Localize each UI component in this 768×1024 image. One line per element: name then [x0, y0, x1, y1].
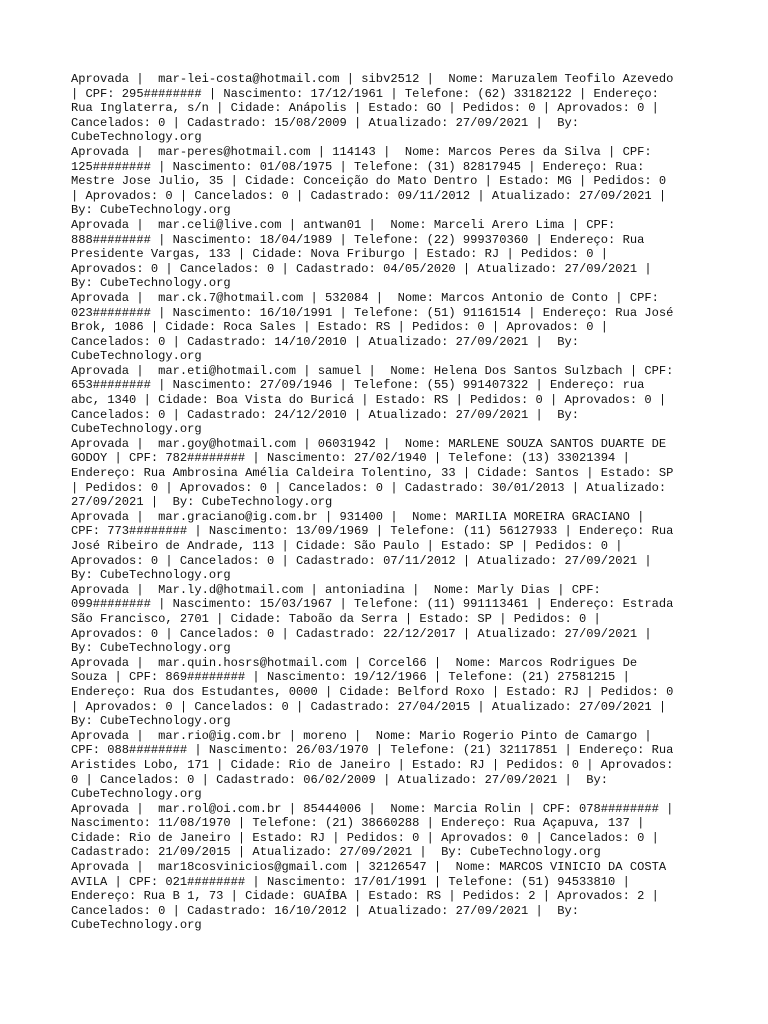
record-entry: Aprovada | mar.rol@oi.com.br | 85444006 | Nome: Marcia Rolin | CPF: 078######## | Nascimento: 11/08/1970 | Telefone: (21) 38660288 | Endereço: Rua Açapuva, 137 | Cidade: Rio de Janeiro | Estado: RJ | Pedidos: 0 | Aprovados: 0 | Cancelados: 0 | Cadastrado: 21/09/2015 | Atualizado: 27/09/2021 | By: CubeTechnology.org — [71, 801, 674, 860]
record-entry: Aprovada | mar.goy@hotmail.com | 06031942 | Nome: MARLENE SOUZA SANTOS DUARTE DE GODOY | CPF: 782######## | Nascimento: 27/02/1940 | Telefone: (13) 33021394 | Endereço: Rua Ambrosina Amélia Caldeira Tolentino, 33 | Cidade: Santos | Estado: SP | Pedidos: 0 | Aprovados: 0 | Cancelados: 0 | Cadastrado: 30/01/2013 | Atualizado: 27/09/2021 | By: CubeTechnology.org — [71, 436, 674, 510]
record-entry: Aprovada | mar.ck.7@hotmail.com | 532084 | Nome: Marcos Antonio de Conto | CPF: 023######## | Nascimento: 16/10/1991 | Telefone: (51) 91161514 | Endereço: Rua José Brok, 1086 | Cidade: Roca Sales | Estado: RS | Pedidos: 0 | Aprovados: 0 | Cancelados: 0 | Cadastrado: 14/10/2010 | Atualizado: 27/09/2021 | By: CubeTechnology.org — [71, 290, 674, 364]
record-entry: Aprovada | mar.celi@live.com | antwan01 | Nome: Marceli Arero Lima | CPF: 888######## | Nascimento: 18/04/1989 | Telefone: (22) 999370360 | Endereço: Rua Presidente Vargas, 133 | Cidade: Nova Friburgo | Estado: RJ | Pedidos: 0 | Aprovados: 0 | Cancelados: 0 | Cadastrado: 04/05/2020 | Atualizado: 27/09/2021 | By: CubeTechnology.org — [71, 217, 652, 291]
record-entry: Aprovada | mar-lei-costa@hotmail.com | sibv2512 | Nome: Maruzalem Teofilo Azevedo | CPF: 295######## | Nascimento: 17/12/1961 | Telefone: (62) 33182122 | Endereço: Rua Inglaterra, s/n | Cidade: Anápolis | Estado: GO | Pedidos: 0 | Aprovados: 0 | Cancelados: 0 | Cadastrado: 15/08/2009 | Atualizado: 27/09/2021 | By: CubeTechnology.org — [71, 72, 674, 145]
record-entry: Aprovada | mar18cosvinicios@gmail.com | 32126547 | Nome: MARCOS VINICIO DA COSTA AVILA | CPF: 021######## | Nascimento: 17/01/1991 | Telefone: (51) 94533810 | Endereço: Rua B 1, 73 | Cidade: GUAÍBA | Estado: RS | Pedidos: 2 | Aprovados: 2 | Cancelados: 0 | Cadastrado: 16/10/2012 | Atualizado: 27/09/2021 | By: CubeTechnology.org — [71, 860, 667, 933]
record-entry: Aprovada | Mar.ly.d@hotmail.com | antoniadina | Nome: Marly Dias | CPF: 099######## | Nascimento: 15/03/1967 | Telefone: (11) 991113461 | Endereço: Estrada São Francisco, 2701 | Cidade: Taboão da Serra | Estado: SP | Pedidos: 0 | Aprovados: 0 | Cancelados: 0 | Cadastrado: 22/12/2017 | Atualizado: 27/09/2021 | By: CubeTechnology.org — [71, 582, 674, 656]
record-entry: Aprovada | mar.eti@hotmail.com | samuel | Nome: Helena Dos Santos Sulzbach | CPF: 653######## | Nascimento: 27/09/1946 | Telefone: (55) 991407322 | Endereço: rua abc, 1340 | Cidade: Boa Vista do Buricá | Estado: RS | Pedidos: 0 | Aprovados: 0 | Cancelados: 0 | Cadastrado: 24/12/2010 | Atualizado: 27/09/2021 | By: CubeTechnology.org — [71, 363, 674, 437]
record-entry: Aprovada | mar.graciano@ig.com.br | 931400 | Nome: MARILIA MOREIRA GRACIANO | CPF: 773######## | Nascimento: 13/09/1969 | Telefone: (11) 56127933 | Endereço: Rua José Ribeiro de Andrade, 113 | Cidade: São Paulo | Estado: SP | Pedidos: 0 | Aprovados: 0 | Cancelados: 0 | Cadastrado: 07/11/2012 | Atualizado: 27/09/2021 | By: CubeTechnology.org — [71, 509, 674, 583]
record-entry: Aprovada | mar.quin.hosrs@hotmail.com | Corcel66 | Nome: Marcos Rodrigues De Souza | CPF: 869######## | Nascimento: 19/12/1966 | Telefone: (21) 27581215 | Endereço: Rua dos Estudantes, 0000 | Cidade: Belford Roxo | Estado: RJ | Pedidos: 0 | Aprovados: 0 | Cancelados: 0 | Cadastrado: 27/04/2015 | Atualizado: 27/09/2021 | By: CubeTechnology.org — [71, 655, 674, 729]
record-entry: Aprovada | mar-peres@hotmail.com | 114143 | Nome: Marcos Peres da Silva | CPF: 125######## | Nascimento: 01/08/1975 | Telefone: (31) 82817945 | Endereço: Rua: Mestre Jose Julio, 35 | Cidade: Conceição do Mato Dentro | Estado: MG | Pedidos: 0 | Aprovados: 0 | Cancelados: 0 | Cadastrado: 09/11/2012 | Atualizado: 27/09/2021 | By: CubeTechnology.org — [71, 144, 667, 218]
record-entry: Aprovada | mar.rio@ig.com.br | moreno | Nome: Mario Rogerio Pinto de Camargo | CPF: 088######## | Nascimento: 26/03/1970 | Telefone: (21) 32117851 | Endereço: Rua Aristides Lobo, 171 | Cidade: Rio de Janeiro | Estado: RJ | Pedidos: 0 | Aprovados: 0 | Cancelados: 0 | Cadastrado: 06/02/2009 | Atualizado: 27/09/2021 | By: CubeTechnology.org — [71, 728, 674, 802]
